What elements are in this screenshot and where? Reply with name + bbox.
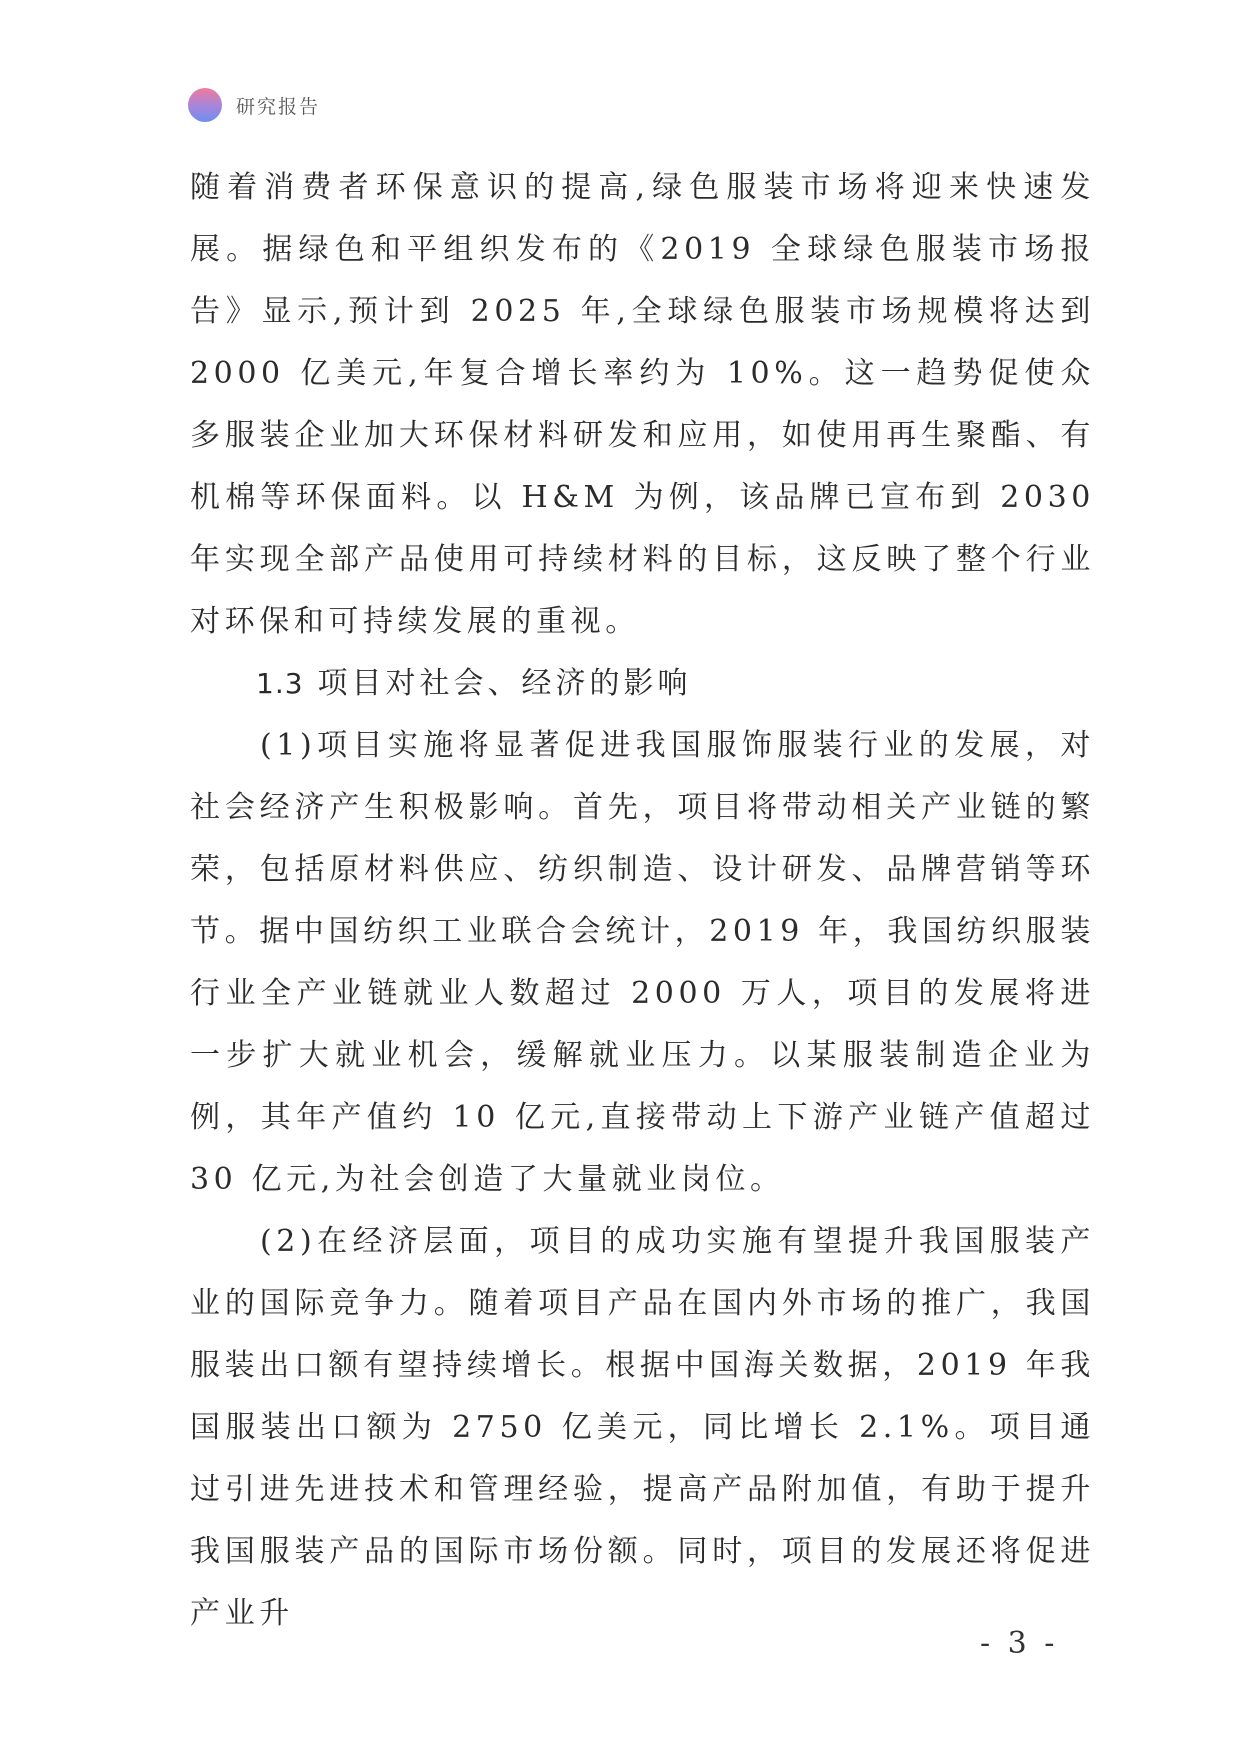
paragraph-economic-impact: (2)在经济层面，项目的成功实施有望提升我国服装产业的国际竞争力。随着项目产品在国内外市场的推广，我国服装出口额有望持续增长。根据中国海关数据，2019 年我国服装出口额为 2750 亿美元，同比增长 2.1%。项目通过引进先进技术和管理经验，提高产品附加值，有助于提升我国服装产品的国际市场份额。同时，项目的发展还将促进产业升 — [190, 1224, 1095, 1631]
page-header — [188, 88, 320, 122]
section-heading — [190, 653, 1095, 715]
logo-circle-icon — [188, 88, 222, 122]
document-body — [190, 157, 1095, 1645]
section-number: 1.3 — [256, 667, 304, 700]
page-number: - 3 - — [980, 1626, 1059, 1661]
paragraph-social-impact: (1)项目实施将显著促进我国服饰服装行业的发展，对社会经济产生积极影响。首先，项目将带动相关产业链的繁荣，包括原材料供应、纺织制造、设计研发、品牌营销等环节。据中国纺织工业联合会统计，2019 年，我国纺织服装行业全产业链就业人数超过 2000 万人，项目的发展将进一步扩大就业机会，缓解就业压力。以某服装制造企业为例，其年产值约 10 亿元,直接带动上下游产业链产值超过 30 亿元,为社会创造了大量就业岗位。 — [190, 728, 1095, 1197]
header-title: 研究报告 — [236, 95, 321, 118]
paragraph-green-apparel: 随着消费者环保意识的提高,绿色服装市场将迎来快速发展。据绿色和平组织发布的《2019 全球绿色服装市场报告》显示,预计到 2025 年,全球绿色服装市场规模将达到 2000 亿美元,年复合增长率约为 10%。这一趋势促使众多服装企业加大环保材料研发和应用，如使用再生聚酯、有机棉等环保面料。以 H&M 为例，该品牌已宣布到 2030 年实现全部产品使用可持续材料的目标，这反映了整个行业对环保和可持续发展的重视。 — [190, 170, 1095, 639]
section-title: 项目对社会、经济的影响 — [317, 666, 692, 701]
